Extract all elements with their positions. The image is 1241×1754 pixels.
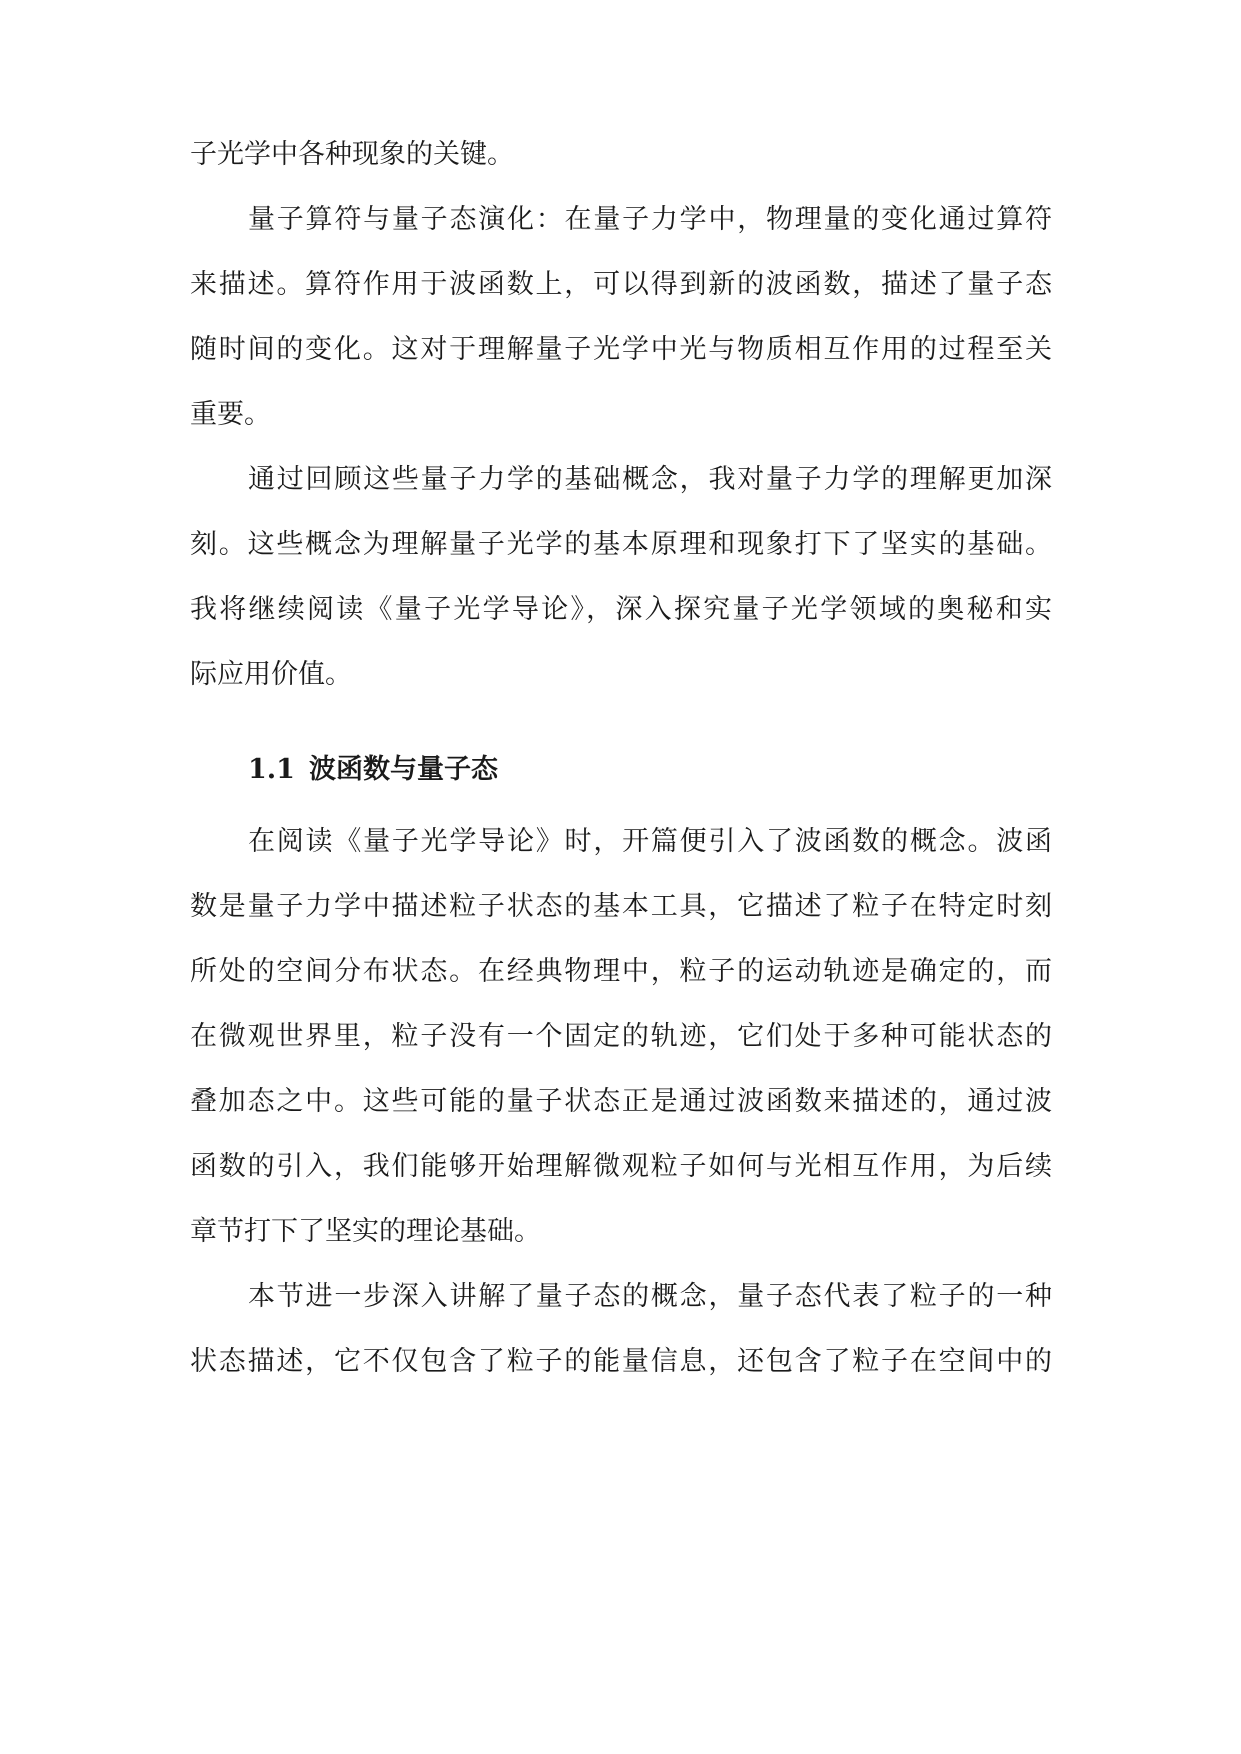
text-line: 在阅读《量子光学导论》时，开篇便引入了波函数的概念。波函 xyxy=(248,826,1052,857)
section-number: 1.1 xyxy=(248,754,295,785)
text-line: 我将继续阅读《量子光学导论》，深入探究量子光学领域的奥秘和实 xyxy=(190,594,1052,625)
text-line: 通过回顾这些量子力学的基础概念，我对量子力学的理解更加深 xyxy=(248,464,1052,495)
text-line: 子光学中各种现象的关键。 xyxy=(190,139,514,170)
text-line: 来描述。算符作用于波函数上，可以得到新的波函数，描述了量子态 xyxy=(190,269,1052,300)
text-line: 状态描述，它不仅包含了粒子的能量信息，还包含了粒子在空间中的 xyxy=(190,1346,1052,1377)
section-title: 波函数与量子态 xyxy=(308,754,498,785)
text-line: 量子算符与量子态演化：在量子力学中，物理量的变化通过算符 xyxy=(248,204,1052,235)
section-heading xyxy=(248,750,498,790)
text-line: 刻。这些概念为理解量子光学的基本原理和现象打下了坚实的基础。 xyxy=(190,529,1052,560)
text-line: 叠加态之中。这些可能的量子状态正是通过波函数来描述的，通过波 xyxy=(190,1086,1052,1117)
text-line: 随时间的变化。这对于理解量子光学中光与物质相互作用的过程至关 xyxy=(190,334,1052,365)
text-line: 章节打下了坚实的理论基础。 xyxy=(190,1216,541,1247)
text-line: 所处的空间分布状态。在经典物理中，粒子的运动轨迹是确定的，而 xyxy=(190,956,1052,987)
text-line: 数是量子力学中描述粒子状态的基本工具，它描述了粒子在特定时刻 xyxy=(190,891,1052,922)
text-line: 函数的引入，我们能够开始理解微观粒子如何与光相互作用，为后续 xyxy=(190,1151,1052,1182)
text-line: 际应用价值。 xyxy=(190,659,352,690)
text-line: 重要。 xyxy=(190,399,271,430)
text-line: 在微观世界里，粒子没有一个固定的轨迹，它们处于多种可能状态的 xyxy=(190,1021,1052,1052)
text-line: 本节进一步深入讲解了量子态的概念，量子态代表了粒子的一种 xyxy=(248,1281,1052,1312)
